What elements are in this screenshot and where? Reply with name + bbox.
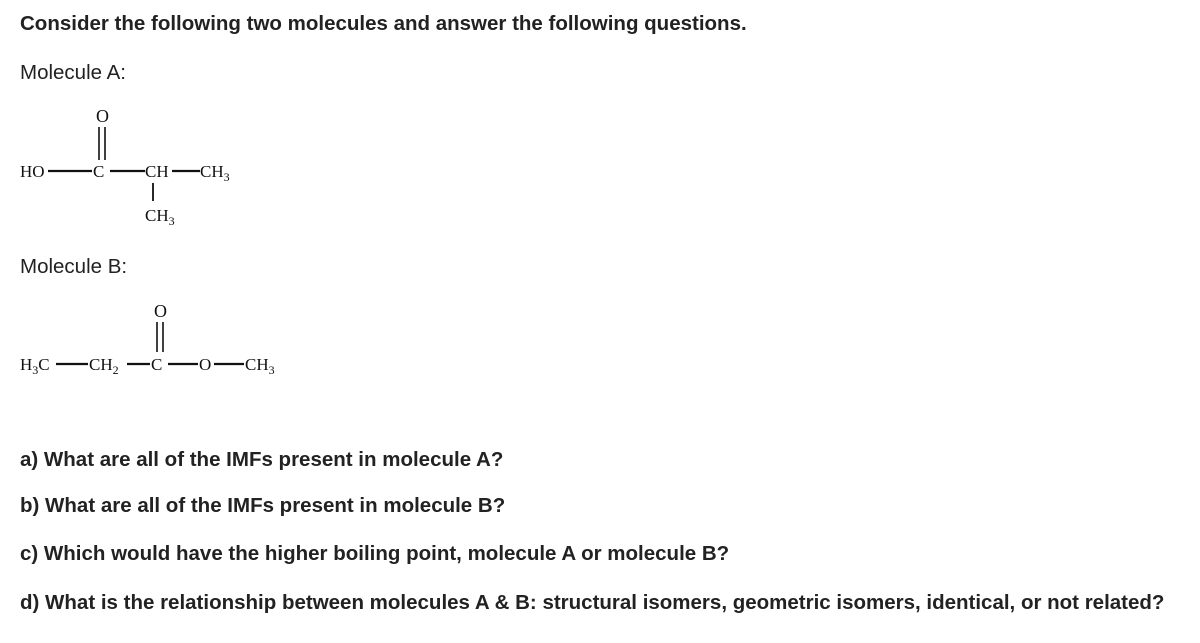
mol-a-carbonyl-c: C [93, 162, 105, 181]
mol-b-ester-o: O [199, 355, 212, 374]
mol-a-ho: HO [20, 162, 45, 181]
question-c: c) Which would have the higher boiling point, molecule A or molecule B? [20, 542, 730, 565]
mol-b-oxygen: O [154, 301, 167, 321]
molecule-a-label: Molecule A: [20, 61, 126, 84]
intro-text: Consider the following two molecules and answer the following questions. [20, 12, 747, 35]
mol-b-ch2: $CH_2$ [89, 355, 119, 377]
mol-a-ch3-right: $CH_3$ [200, 162, 230, 184]
mol-a-ch: CH [145, 162, 169, 181]
question-b: b) What are all of the IMFs present in molecule B? [20, 494, 506, 517]
question-a: a) What are all of the IMFs present in molecule A? [20, 448, 504, 471]
molecule-b-label: Molecule B: [20, 255, 128, 278]
mol-a-oxygen: O [96, 106, 109, 126]
question-d: d) What is the relationship between molecules A & B: structural isomers, geometric isomers, identical, or not related? [20, 591, 1165, 614]
molecule-b-structure [0, 290, 320, 390]
molecule-a-structure [0, 95, 320, 245]
mol-b-h3c: $H_3C$ [20, 355, 50, 377]
mol-b-carbonyl-c: C [151, 355, 163, 374]
mol-a-ch3-below: $CH_3$ [145, 206, 175, 228]
mol-b-ch3: $CH_3$ [245, 355, 275, 377]
